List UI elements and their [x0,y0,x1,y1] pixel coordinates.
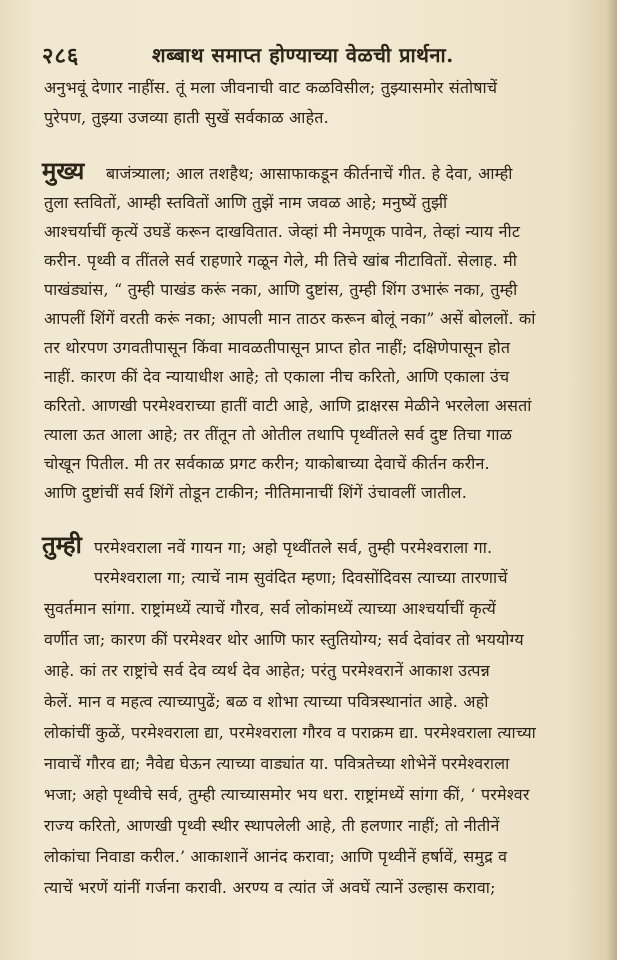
text-line: परमेश्वराला गा; त्याचें नाम सुवंदित म्हणा; दिवसोंदिवस त्याच्या तारणाचें [94,568,508,587]
text-line: सुवर्तमान सांगा. राष्ट्रांमध्यें त्याचें गौरव, सर्व लोकांमध्यें त्याच्या आश्चर्याचीं कृत्यें [44,599,497,618]
text-line: केलें. मान व महत्व त्याच्यापुढें; बळ व शोभा त्याच्या पवित्रस्थानांत आहे. अहो [44,692,489,711]
page-header [42,36,590,70]
running-title: शब्बाथ समाप्त होण्याच्या वेळची प्रार्थना. [152,43,454,67]
paragraph-lead-word: मुख्य [42,156,85,185]
text-line: आपलीं शिंगें वरती करूं नका; आपली मान ताठर करून बोलूं नका” असें बोललों. कां [44,309,536,328]
text-line: बाजंत्र्याला; आल तशहैथ; आसाफाकडून कीर्तनाचें गीत. हे देवा, आम्ही [106,164,513,183]
text-line: राज्य करितो, आणखी पृथ्वी स्थीर स्थापलेली आहे, ती हलणार नाहीं; तो नीतीनें [44,816,500,835]
text-line: वर्णीत जा; कारण कीं परमेश्वर थोर आणि फार स्तुतियोग्य; सर्व देवांवर तो भययोग्य [44,630,524,649]
text-line: नाहीं. कारण कीं देव न्यायाधीश आहे; तो एकाला नीच करितो, आणि एकाला उंच [44,367,510,386]
paragraph-lead-word: तुम्ही [42,530,82,559]
page-number: २८६ [42,43,80,69]
text-line: आणि दुष्टांचीं सर्व शिंगें तोडून टाकीन; नीतिमानाचीं शिंगें उंचावलीं जातील. [44,483,468,502]
text-line: अनुभवूं देणार नाहींस. तूं मला जीवनाची वाट कळविसील; तुझ्यासमोर संतोषाचें [44,78,498,97]
text-line: चोखून पितील. मी तर सर्वकाळ प्रगट करीन; याकोबाच्या देवाचें कीर्तन करीन. [44,454,490,473]
text-line: त्याचें भरणें यांनीं गर्जना करावी. अरण्य व त्यांत जें अवघें त्यानें उल्हास करावा; [44,878,496,897]
text-line: पुरेपण, तुझ्या उजव्या हाती सुखें सर्वकाळ आहेत. [44,108,329,127]
text-line: परमेश्वराला नवें गायन गा; अहो पृथ्वींतले सर्व, तुम्ही परमेश्वराला गा. [94,538,493,557]
text-line: पाखंड्यांस, “ तुम्ही पाखंड करूं नका, आणि दुष्टांस, तुम्ही शिंग उभारूं नका, तुम्ही [44,280,518,299]
text-line: भजा; अहो पृथ्वीचे सर्व, तुम्ही त्याच्यासमोर भय धरा. राष्ट्रांमध्यें सांगा कीं, ‘ परमेश्वर [44,785,530,804]
text-line: नावाचें गौरव द्या; नैवेद्य घेऊन त्याच्या वाड्यांत या. पवित्रतेच्या शोभेनें परमेश्वराला [44,754,510,773]
text-line: आहे. कां तर राष्ट्रांचे सर्व देव व्यर्थ देव आहेत; परंतु परमेश्वरानें आकाश उत्पन्न [44,661,490,680]
text-line: लोकांचा निवाडा करील.’ आकाशानें आनंद करावा; आणि पृथ्वीनें हर्षावें, समुद्र व [44,847,508,866]
text-line: करितो. आणखी परमेश्वराच्या हातीं वाटी आहे, आणि द्राक्षरस मेळीने भरलेला असतां [44,396,532,415]
text-line: तर थोरपण उगवतीपासून किंवा मावळतीपासून प्राप्त होत नाहीं; दक्षिणेपासून होत [44,338,511,357]
text-line: आश्चर्याचीं कृत्यें उघडें करून दाखवितात. जेव्हां मी नेमणूक पावेन, तेव्हां न्याय नीट [44,222,521,241]
text-line: तुला स्तवितों, आम्ही स्तवितों आणि तुझें नाम जवळ आहे; मनुष्यें तुझीं [44,193,448,212]
text-line: लोकांचीं कुळें, परमेश्वराला द्या, परमेश्वराला गौरव व पराक्रम द्या. परमेश्वराला त्याच्या [44,723,537,742]
text-line: त्याला ऊत आला आहे; तर तींतून तो ओतील तथापि पृथ्वींतले सर्व दुष्ट तिचा गाळ [44,425,513,444]
page-edge-shadow [607,0,617,960]
text-line: करीन. पृथ्वी व तींतले सर्व राहणारे गळून गेले, मी तिचे खांब नीटावितों. सेलाह. मी [44,251,518,270]
